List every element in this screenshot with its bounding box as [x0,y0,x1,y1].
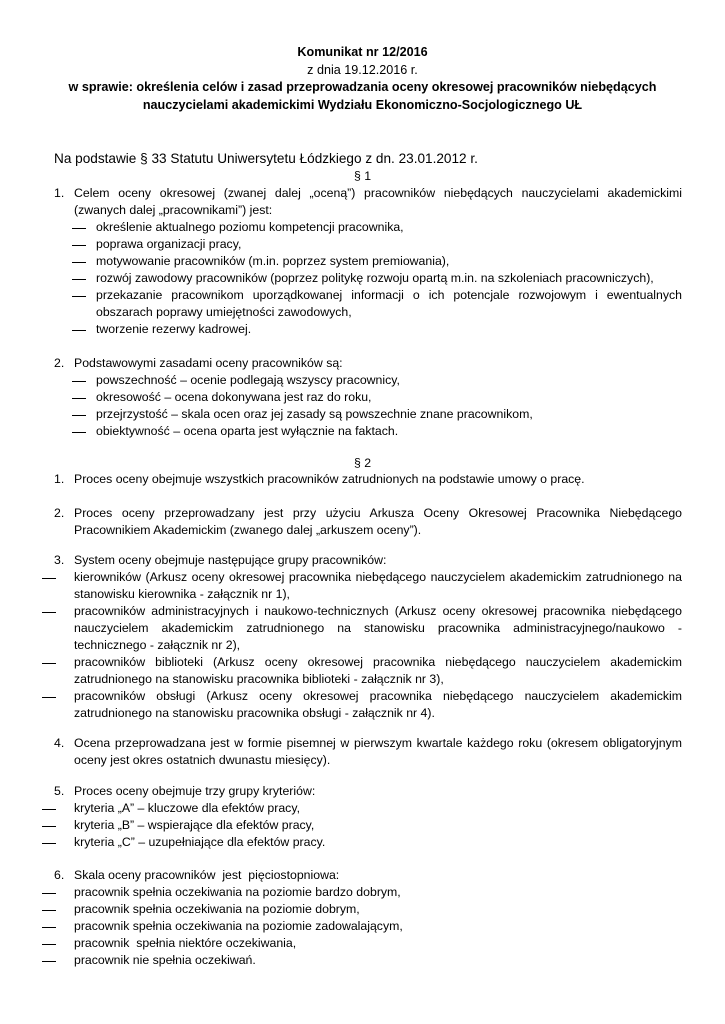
list-item: określenie aktualnego poziomu kompetencji pracownika, [54,219,682,236]
list-item: motywowanie pracowników (m.in. poprzez system premiowania), [54,253,682,270]
item-text: Proces oceny obejmuje wszystkich pracowników zatrudnionych na podstawie umowy o pracę. [74,472,585,486]
item-text: System oceny obejmuje następujące grupy pracowników: [74,553,387,567]
dash-marker [72,415,86,416]
dash-marker [72,296,86,297]
bullet-list [54,569,682,722]
list-item: tworzenie rezerwy kadrowej. [54,321,682,338]
section-1-item-2 [54,355,682,440]
dash-marker [42,843,56,844]
section-2-item-2 [54,505,682,539]
dash-marker [72,432,86,433]
item-number: 1. [54,186,65,200]
dash-marker [42,663,56,664]
dash-marker [72,381,86,382]
dash-marker [42,910,56,911]
section-2-item-3 [54,552,682,722]
section-1-mark: § 1 [353,169,372,183]
section-2-mark: § 2 [353,456,372,470]
document-title: Komunikat nr 12/2016 [297,45,428,59]
list-item: kierowników (Arkusz oceny okresowej pracownika niebędącego nauczycielem akademickim zatrudnionego na stanowisku kierownika - załącznik nr 1), [54,569,682,603]
section-2-item-1 [54,471,682,488]
list-item: pracowników obsługi (Arkusz oceny okresowej pracownika niebędącego nauczycielem akademickim zatrudnionego na stanowisku pracownika obsługi - załącznik nr 4). [54,688,682,722]
section-2-item-5 [54,783,682,851]
dash-marker [72,245,86,246]
bullet-list [54,372,682,440]
item-text: Podstawowymi zasadami oceny pracowników są: [74,356,343,370]
item-number: 6. [54,868,65,882]
dash-marker [42,944,56,945]
list-item: okresowość – ocena dokonywana jest raz do roku, [54,389,682,406]
dash-marker [72,398,86,399]
list-item: pracownik nie spełnia oczekiwań. [54,952,682,969]
list-item: rozwój zawodowy pracowników (poprzez politykę rozwoju opartą m.in. na szkoleniach pracowniczych), [54,270,682,287]
list-item: powszechność – ocenie podlegają wszyscy pracownicy, [54,372,682,389]
bullet-list [54,219,682,338]
list-item: pracownik spełnia oczekiwania na poziomie dobrym, [54,901,682,918]
section-2-item-6 [54,867,682,969]
item-text: Proces oceny przeprowadzany jest przy użyciu Arkusza Oceny Okresowej Pracownika Niebędącego Pracownikiem Akademickim (zwanego dalej „arkuszem oceny”). [74,506,682,537]
dash-marker [72,330,86,331]
dash-marker [42,809,56,810]
dash-marker [42,578,56,579]
bullet-list [54,884,682,969]
item-text: Skala oceny pracowników jest pięciostopniowa: [74,868,340,882]
dash-marker [72,228,86,229]
item-number: 3. [54,553,65,567]
list-item: poprawa organizacji pracy, [54,236,682,253]
document-subject-line-1: w sprawie: określenia celów i zasad przeprowadzania oceny okresowej pracowników niebędących [68,80,657,94]
dash-marker [42,826,56,827]
list-item: pracowników administracyjnych i naukowo-technicznych (Arkusz oceny okresowej pracownika niebędącego nauczycielem akademickim zatrudnionego na stanowisku pracownika administracyjnego/naukowo - technicznego - załącznik nr 2), [54,603,682,654]
dash-marker [42,927,56,928]
dash-marker [42,961,56,962]
dash-marker [72,279,86,280]
document-date: z dnia 19.12.2016 r. [307,62,418,77]
item-number: 4. [54,736,65,750]
item-number: 2. [54,506,65,520]
section-2-item-4 [54,735,682,769]
list-item: kryteria „C” – uzupełniające dla efektów pracy. [54,834,682,851]
list-item: pracownik spełnia oczekiwania na poziomie zadowalającym, [54,918,682,935]
dash-marker [42,697,56,698]
bullet-list [54,800,682,851]
item-number: 5. [54,784,65,798]
dash-marker [42,612,56,613]
item-text: Proces oceny obejmuje trzy grupy kryteriów: [74,784,316,798]
list-item: obiektywność – ocena oparta jest wyłącznie na faktach. [54,423,682,440]
list-item: pracownik spełnia oczekiwania na poziomie bardzo dobrym, [54,884,682,901]
item-number: 1. [54,472,65,486]
item-text: Ocena przeprowadzana jest w formie pisemnej w pierwszym kwartale każdego roku (okresem obligatoryjnym oceny jest okres ostatnich dwunastu miesięcy). [74,736,682,767]
list-item: przejrzystość – skala ocen oraz jej zasady są powszechnie znane pracownikom, [54,406,682,423]
list-item: pracowników biblioteki (Arkusz oceny okresowej pracownika niebędącego nauczycielem akademickim zatrudnionego na stanowisku pracownika biblioteki - załącznik nr 3), [54,654,682,688]
list-item: pracownik spełnia niektóre oczekiwania, [54,935,682,952]
dash-marker [42,893,56,894]
list-item: kryteria „B” – wspierające dla efektów pracy, [54,817,682,834]
list-item: przekazanie pracownikom uporządkowanej informacji o ich potencjale rozwojowym i ewentualnych obszarach poprawy umiejętności zawodowych, [54,287,682,321]
dash-marker [72,262,86,263]
item-number: 2. [54,356,65,370]
section-1-item-1 [54,185,682,338]
document-header [40,44,685,114]
list-item: kryteria „A” – kluczowe dla efektów pracy, [54,800,682,817]
document-subject-line-2: nauczycielami akademickimi Wydziału Ekonomiczno-Socjologicznego UŁ [142,97,583,112]
legal-basis: Na podstawie § 33 Statutu Uniwersytetu Łódzkiego z dn. 23.01.2012 r. [54,151,478,166]
item-text: Celem oceny okresowej (zwanej dalej „oceną”) pracowników niebędących nauczycielami akademickimi (zwanych dalej „pracownikami”) jest: [74,186,682,217]
